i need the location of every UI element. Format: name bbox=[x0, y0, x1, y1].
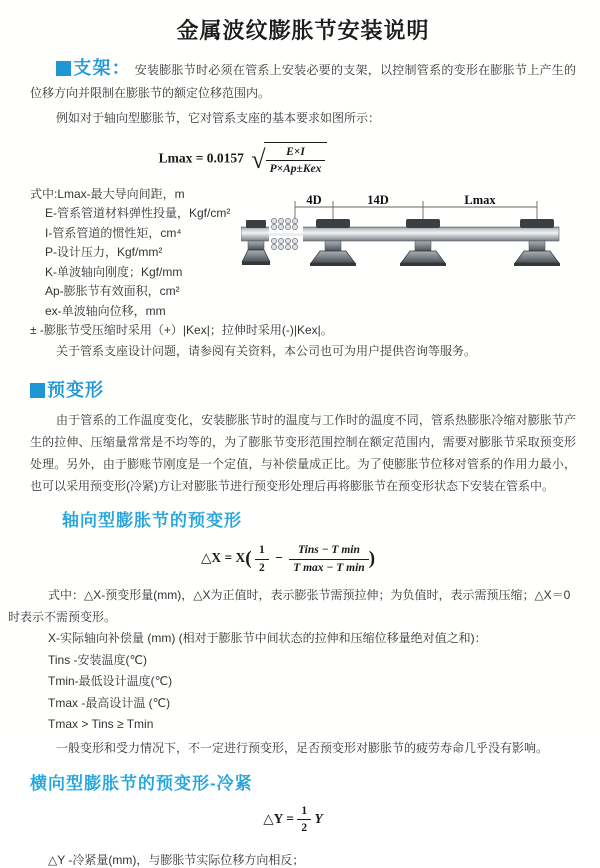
lateral-note-line: △Y -冷紧量(mm)，与膨胀节实际位移方向相反； bbox=[48, 853, 305, 868]
definition-line: E-管系管道材料弹性投量，Kgf/cm² bbox=[45, 206, 231, 221]
axial-item: Tins -安装温度(℃) bbox=[48, 652, 148, 667]
dim-label-lmax: Lmax bbox=[464, 194, 496, 207]
axial-definition-list bbox=[30, 628, 576, 736]
predeform-paragraph: 由于管系的工作温度变化，安装膨胀节时的温度与工作时的温度不同，管系热膨胀冷缩对膨胀节产生的拉伸、压缩量常常是不均等的，为了膨胀节变形范围控制在额定范围内，需要对膨胀节采取预变形处理。另外，由于膨账节刚度是一个定值，与补偿量成正比。为了使膨胀节位移对管系的作用力最小，也可以采用预变形(冷紧)方让对膨胀节进行预变形处理后再将膨胀节在预变形状态下安装在管系中。 bbox=[30, 413, 576, 494]
sqrt-body bbox=[264, 142, 328, 177]
dx-explain-paragraph: 式中：△X-预变形量(mm)，△X为正值时，表示膨张节需预拉伸；为负值时，表示需预压缩；△X＝0时表示不需预变形。 bbox=[8, 588, 571, 624]
definition-line: ± -膨胀节受压缩时采用（+）|Kex|；拉伸时采用(-)|Kex|。 bbox=[30, 323, 333, 338]
axial-subheading: 轴向型膨胀节的预变形 bbox=[62, 511, 242, 531]
dx-temp-numerator: Tins − T min bbox=[289, 543, 369, 559]
definition-line: K-单波轴向刚度；Kgf/mm bbox=[45, 264, 183, 279]
minus-operator: − bbox=[275, 550, 283, 566]
sqrt-icon: √ bbox=[251, 145, 266, 175]
dx-half-denominator: 2 bbox=[259, 561, 265, 574]
delta-x-formula bbox=[30, 543, 546, 575]
definition-line: I-管系管道的惯性矩，cm⁴ bbox=[45, 225, 182, 240]
lmax-formula bbox=[30, 142, 456, 177]
axial-note-line: 一般变形和受力情况下，不一定进行预变形，足否预变形对膨胀节的疲劳寿命几乎没有影响。 bbox=[56, 740, 549, 755]
dim-label-14d: 14D bbox=[367, 194, 389, 207]
pipe-support-diagram-svg bbox=[241, 194, 563, 278]
delta-y-formula bbox=[30, 804, 556, 836]
support-example-line: 例如对于轴向型膨胀节，它对管系支座的基本要求如图所示： bbox=[56, 111, 381, 125]
dy-half-denominator: 2 bbox=[301, 821, 308, 834]
lmax-formula-numerator: E×I bbox=[266, 145, 326, 161]
predeform-heading-text: 预变形 bbox=[47, 380, 104, 401]
lmax-formula-lhs: Lmax = 0.0157 bbox=[158, 150, 244, 166]
dy-formula-lhs: △Y = bbox=[263, 810, 294, 826]
guide-support-icon bbox=[514, 219, 560, 266]
dy-half-numerator: 1 bbox=[297, 804, 311, 820]
right-paren: ) bbox=[368, 548, 376, 570]
dx-half-numerator: 1 bbox=[255, 543, 269, 559]
dim-label-4d: 4D bbox=[306, 194, 322, 207]
section-square-icon bbox=[56, 61, 71, 76]
dx-formula-pre: △X = X bbox=[200, 550, 246, 566]
guide-support-icon bbox=[310, 219, 356, 266]
definition-line: ex-单波轴向位移，mm bbox=[45, 303, 166, 318]
axial-item: X-实际轴向补偿量 (mm) (相对于膨胀节中间状态的拉伸和压缩位移量绝对值之和)： bbox=[48, 631, 487, 645]
definition-line: Ap-膨胀节有效面积，cm² bbox=[45, 284, 180, 299]
pipe-support-diagram bbox=[241, 194, 563, 278]
section-square-icon bbox=[30, 383, 45, 398]
dx-temp-denominator: T max − T min bbox=[293, 561, 365, 574]
dy-formula-rhs: Y bbox=[314, 810, 323, 826]
predeform-section-heading bbox=[30, 376, 576, 402]
anchor-support-icon bbox=[242, 220, 270, 265]
lmax-formula-denominator: P×Ap±Kex bbox=[269, 163, 322, 176]
support-paragraph bbox=[30, 57, 576, 105]
left-paren: ( bbox=[245, 548, 252, 570]
page-title: 金属波纹膨胀节安装说明 bbox=[176, 18, 430, 43]
definition-line: P-设计压力，Kgf/mm² bbox=[45, 245, 163, 260]
bellows-icon bbox=[269, 218, 303, 252]
lateral-subheading: 横向型膨胀节的预变形-冷紧 bbox=[30, 773, 253, 793]
axial-item: Tmax > Tins ≥ Tmin bbox=[48, 717, 154, 731]
guide-support-icon bbox=[400, 219, 446, 266]
axial-item: Tmin-最低设计温度(℃) bbox=[48, 674, 173, 688]
support-section-heading: 支架： bbox=[73, 58, 132, 78]
definition-line: 式中:Lmax-最大导向间距，m bbox=[30, 186, 185, 201]
axial-item: Tmax -最高设计温 (℃) bbox=[48, 695, 171, 710]
support-intro-text: 安装膨胀节时必须在管系上安装必要的支架，以控制管系的变形在膨胀节上产生的位移方向并限制在膨胀节的额定位移范围内。 bbox=[30, 63, 577, 100]
support-closing-line: 关于管系支座设计问题，请参阅有关资料，本公司也可为用户提供咨询等服务。 bbox=[56, 343, 477, 358]
